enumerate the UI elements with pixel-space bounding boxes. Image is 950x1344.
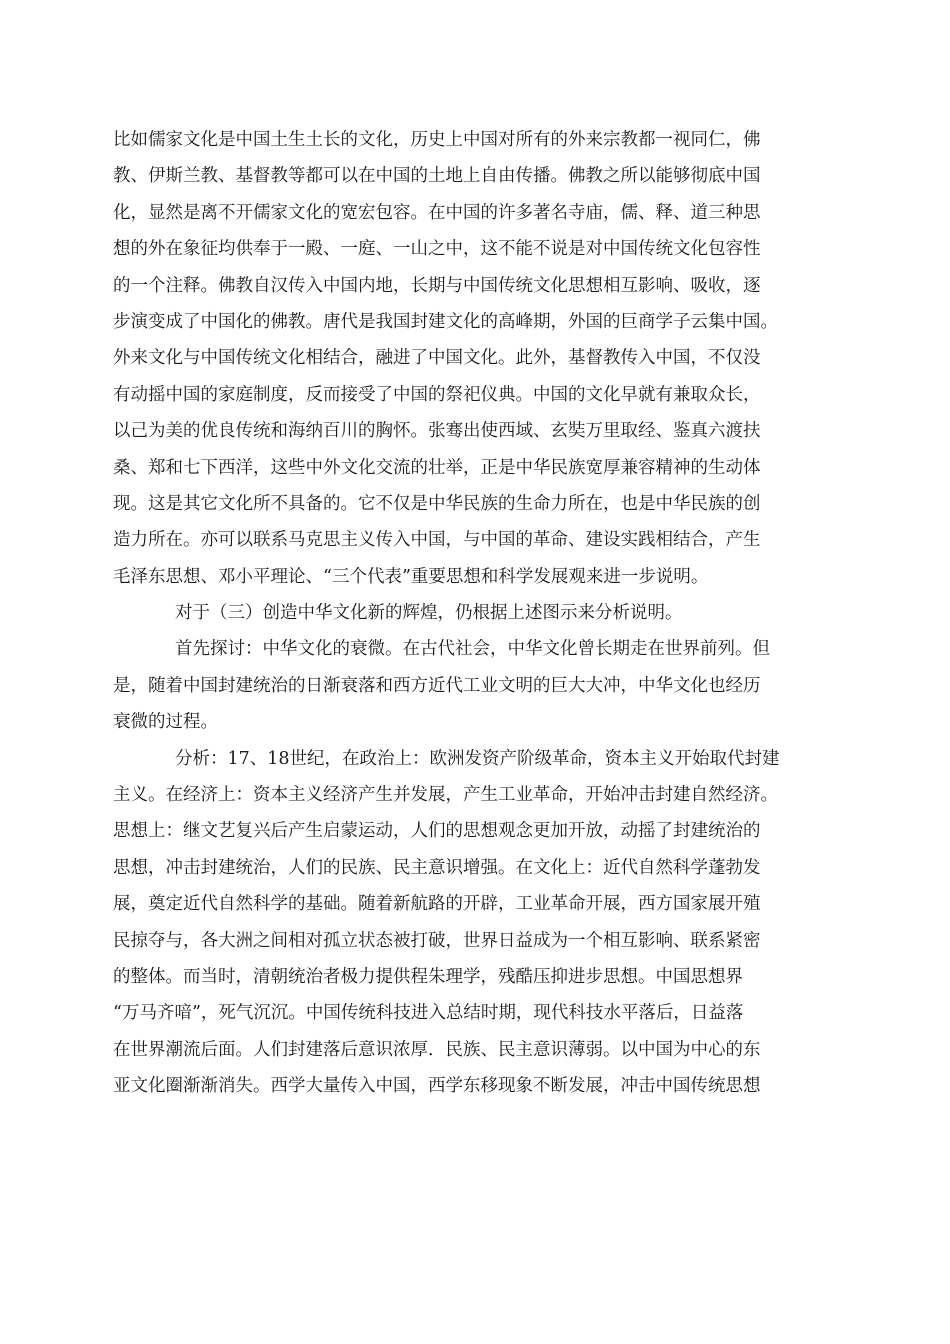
text-line: 亚文化圈渐渐消失。西学大量传入中国，西学东移现象不断发展，冲击中国传统思想: [113, 1076, 761, 1097]
text-line: 主义。在经济上：资本主义经济产生并发展，产生工业革命，开始冲击封建自然经济。: [113, 785, 778, 806]
text-line: 桑、郑和七下西洋，这些中外文化交流的壮举，正是中华民族宽厚兼容精神的生动体: [113, 457, 761, 478]
text-line: 外来文化与中国传统文化相结合，融进了中国文化。此外，基督教传入中国，不仅没: [113, 348, 761, 369]
text-line: 衰微的过程。: [113, 712, 218, 733]
text-line: 教、伊斯兰教、基督教等都可以在中国的土地上自由传播。佛教之所以能够彻底中国: [113, 166, 761, 187]
text-line: 毛泽东思想、邓小平理论、“三个代表”重要思想和科学发展观来进一步说明。: [113, 566, 709, 587]
text-line: “万马齐喑”，死气沉沉。中国传统科技进入总结时期，现代科技水平落后，日益落: [113, 1003, 744, 1024]
text-line: 思想上：继文艺复兴后产生启蒙运动，人们的思想观念更加开放，动摇了封建统治的: [113, 821, 761, 842]
text-line: 思想，冲击封建统治，人们的民族、民主意识增强。在文化上：近代自然科学蓬勃发: [113, 857, 761, 878]
text-line: 是，随着中国封建统治的日渐衰落和西方近代工业文明的巨大大冲，中华文化也经历: [113, 675, 761, 696]
text-line: 有动摇中国的家庭制度，反而接受了中国的祭祀仪典。中国的文化早就有兼取众长，: [113, 384, 761, 405]
text-line: 想的外在象征均供奉于一殿、一庭、一山之中，这不能不说是对中国传统文化包容性: [113, 239, 761, 260]
text-line: 的整体。而当时，清朝统治者极力提供程朱理学，残酷压抑进步思想。中国思想界: [113, 966, 743, 987]
text-line: 在世界潮流后面。人们封建落后意识浓厚．民族、民主意识薄弱。以中国为中心的东: [113, 1039, 761, 1060]
paragraph-start-line: 对于（三）创造中华文化新的辉煌，仍根据上述图示来分析说明。: [175, 603, 683, 624]
paragraph-start-line: 首先探讨：中华文化的衰微。在古代社会，中华文化曾长期走在世界前列。但: [175, 639, 770, 660]
body-text: [113, 122, 833, 1105]
text-line: 化，显然是离不开儒家文化的宽宏包容。在中国的许多著名寺庙，儒、释、道三种思: [113, 202, 761, 223]
text-line: 现。这是其它文化所不具备的。它不仅是中华民族的生命力所在，也是中华民族的创: [113, 493, 761, 514]
text-line: 的一个注释。佛教自汉传入中国内地，长期与中国传统文化思想相互影响、吸收，逐: [113, 275, 761, 296]
paragraph-start-line: 分析：17、18世纪，在政治上：欧洲发资产阶级革命，资本主义开始取代封建: [175, 748, 780, 769]
text-line: 以己为美的优良传统和海纳百川的胸怀。张骞出使西域、玄奘万里取经、鉴真六渡扶: [113, 421, 761, 442]
text-line: 民掠夺与，各大洲之间相对孤立状态被打破，世界日益成为一个相互影响、联系紧密: [113, 930, 761, 951]
text-line: 比如儒家文化是中国土生土长的文化，历史上中国对所有的外来宗教都一视同仁，佛: [113, 130, 761, 150]
text-line: 展，奠定近代自然科学的基础。随着新航路的开辟，工业革命开展，西方国家展开殖: [113, 894, 761, 915]
text-line: 步演变成了中国化的佛教。唐代是我国封建文化的高峰期，外国的巨商学子云集中国。: [113, 311, 778, 332]
text-line: 造力所在。亦可以联系马克思主义传入中国，与中国的革命、建设实践相结合，产生: [113, 530, 761, 551]
